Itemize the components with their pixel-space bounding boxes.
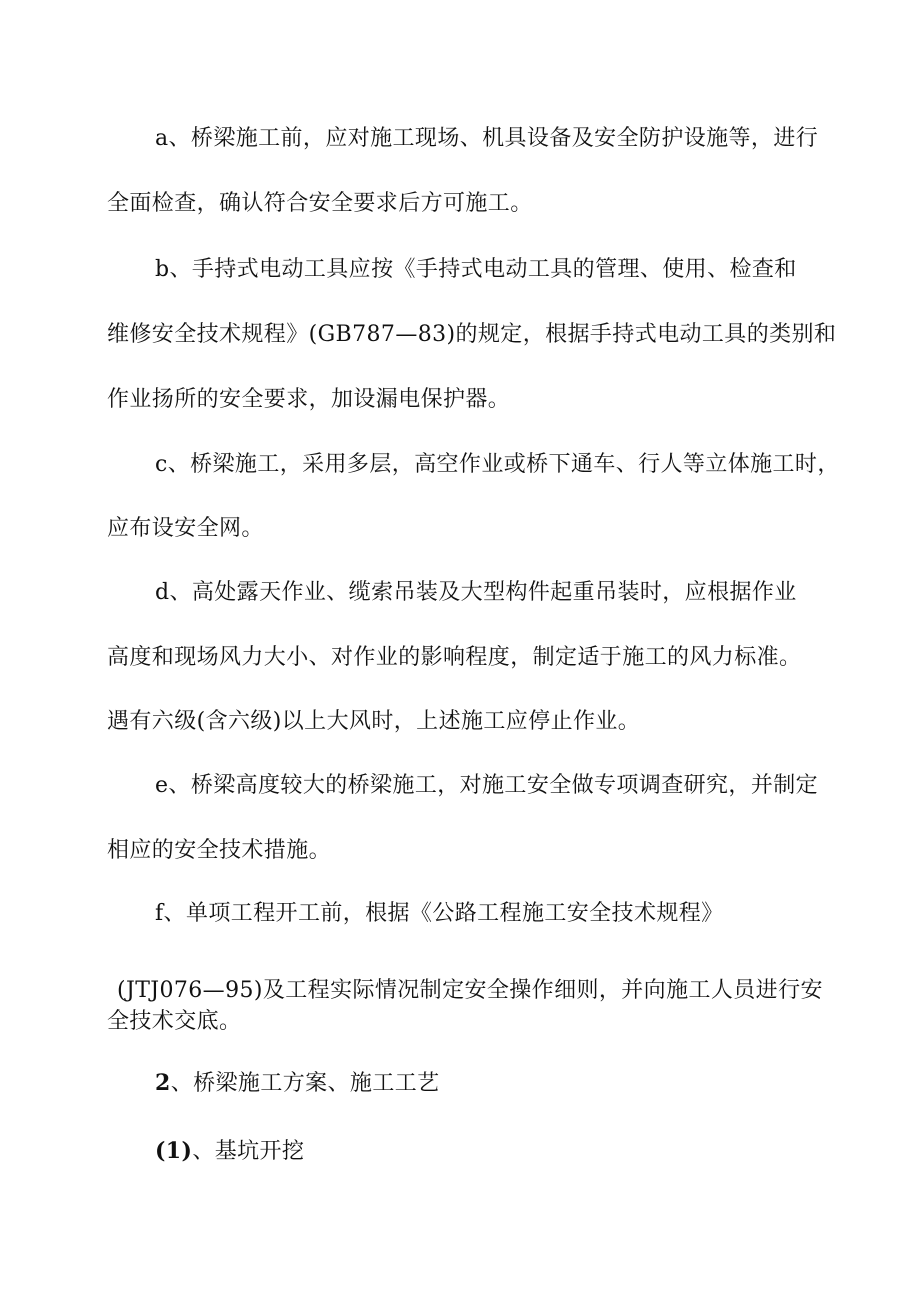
subsection-heading-text: 、基坑开挖 — [192, 1139, 305, 1164]
subsection-heading — [155, 1136, 304, 1167]
paragraph-b-line-2: 维修安全技术规程》(GB787—83)的规定，根据手持式电动工具的类别和 — [107, 322, 837, 347]
paragraph-e-line-1: e、桥梁高度较大的桥梁施工，对施工安全做专项调查研究，并制定 — [155, 773, 819, 798]
paragraph-b-line-3: 作业扬所的安全要求，加设漏电保护器。 — [107, 387, 511, 412]
paragraph-f-line-2: (JTJ076—95)及工程实际情况制定安全操作细则，并向施工人员进行安 — [117, 978, 823, 1003]
paragraph-d-line-1: d、高处露天作业、缆索吊装及大型构件起重吊装时，应根据作业 — [155, 580, 797, 605]
paragraph-e-line-2: 相应的安全技术措施。 — [107, 838, 332, 863]
subsection-heading-number: (1) — [155, 1138, 193, 1164]
paragraph-c-line-1: c、桥梁施工，采用多层，高空作业或桥下通车、行人等立体施工时， — [155, 452, 840, 477]
paragraph-f-line-3: 全技术交底。 — [107, 1009, 242, 1034]
paragraph-a-line-1: a、桥梁施工前，应对施工现场、机具设备及安全防护设施等，进行 — [155, 126, 819, 151]
section-heading-number: 2 — [155, 1070, 171, 1096]
paragraph-b-line-1: b、手持式电动工具应按《手持式电动工具的管理、使用、检查和 — [155, 257, 797, 282]
paragraph-d-line-2: 高度和现场风力大小、对作业的影响程度，制定适于施工的风力标准。 — [107, 645, 802, 670]
paragraph-d-line-3: 遇有六级(含六级)以上大风时，上述施工应停止作业。 — [107, 709, 641, 734]
section-heading — [155, 1068, 440, 1099]
paragraph-c-line-2: 应布设安全网。 — [107, 516, 264, 541]
paragraph-f-line-1: f、单项工程开工前，根据《公路工程施工安全技术规程》 — [155, 901, 724, 926]
paragraph-a-line-2: 全面检查，确认符合安全要求后方可施工。 — [107, 191, 533, 216]
section-heading-text: 、桥梁施工方案、施工工艺 — [170, 1071, 440, 1096]
